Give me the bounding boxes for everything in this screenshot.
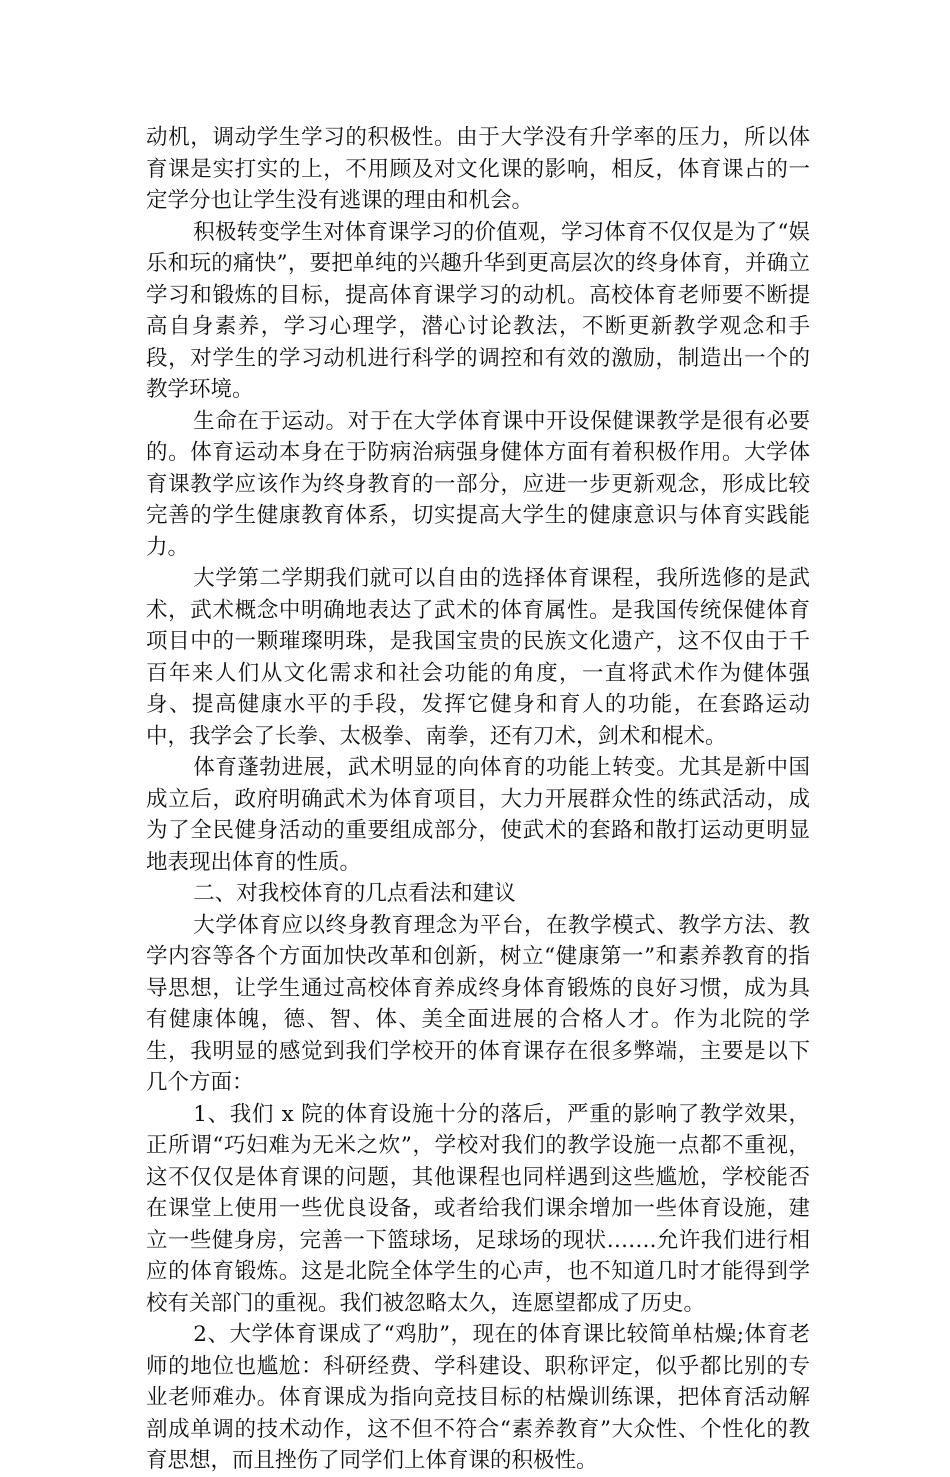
document-page: [146, 122, 810, 1477]
paragraph-martial-arts: 大学第二学期我们就可以自由的选择体育课程，我所选修的是武术，武术概念中明确地表达了武术的体育属性。是我国传统保健体育项目中的一颗璀璨明珠，是我国宝贵的民族文化遗产，这不仅由于千百年来人们从文化需求和社会功能的角度，一直将武术作为健体强身、提高健康水平的手段，发挥它健身和育人的功能，在套路运动中，我学会了长拳、太极拳、南拳，还有刀术，剑术和棍术。: [146, 566, 810, 749]
paragraph-sports-development: 体育蓬勃进展，武术明显的向体育的功能上转变。尤其是新中国成立后，政府明确武术为体育项目，大力开展群众性的练武活动，成为了全民健身活动的重要组成部分，使武术的套路和散打运动更明显地表现出体育的性质。: [146, 755, 810, 875]
section-heading: 二、对我校体育的几点看法和建议: [193, 881, 516, 906]
paragraph-point-2: 2、大学体育课成了“鸡肋”，现在的体育课比较简单枯燥;体育老师的地位也尴尬：科研经费、学科建设、职称评定，似乎都比别的专业老师难办。体育课成为指向竞技目标的枯燥训练课，把体育活动解剖成单调的技术动作，这不但不符合“素养教育”大众性、个性化的教育思想，而且挫伤了同学们上体育课的积极性。: [146, 1322, 810, 1473]
paragraph-learning-values: 积极转变学生对体育课学习的价值观，学习体育不仅仅是为了“娱乐和玩的痛快”，要把单纯的兴趣升华到更高层次的终身体育，并确立学习和锻炼的目标，提高体育课学习的动机。高校体育老师要不断提高自身素养，学习心理学，潜心讨论教法，不断更新教学观念和手段，对学生的学习动机进行科学的调控和有效的激励，制造出一个的教学环境。: [146, 219, 810, 402]
paragraph-lifelong-education: 大学体育应以终身教育理念为平台，在教学模式、教学方法、教学内容等各个方面加快改革和创新，树立“健康第一”和素养教育的指导思想，让学生通过高校体育养成终身体育锻炼的良好习惯，成为具有健康体魄，德、智、体、美全面进展的合格人才。作为北院的学生，我明显的感觉到我们学校开的体育课存在很多弊端，主要是以下几个方面：: [146, 912, 810, 1095]
paragraph-health-education: 生命在于运动。对于在大学体育课中开设保健课教学是很有必要的。体育运动本身在于防病治病强身健体方面有着积极作用。大学体育课教学应该作为终身教育的一部分，应进一步更新观念，形成比较完善的学生健康教育体系，切实提高大学生的健康意识与体育实践能力。: [146, 408, 810, 560]
paragraph-point-1: 1、我们 x 院的体育设施十分的落后，严重的影响了教学效果，正所谓“巧妇难为无米之炊”，学校对我们的教学设施一点都不重视，这不仅仅是体育课的问题，其他课程也同样遇到这些尴尬，学校能否在课堂上使用一些优良设备，或者给我们课余增加一些体育设施，建立一些健身房，完善一下篮球场，足球场的现状…….允许我们进行相应的体育锻炼。这是北院全体学生的心声，也不知道几时才能得到学校有关部门的重视。我们被忽略太久，连愿望都成了历史。: [146, 1101, 810, 1316]
paragraph-continuation: 动机，调动学生学习的积极性。由于大学没有升学率的压力，所以体育课是实打实的上，不用顾及对文化课的影响，相反，体育课占的一定学分也让学生没有逃课的理由和机会。: [146, 125, 810, 213]
